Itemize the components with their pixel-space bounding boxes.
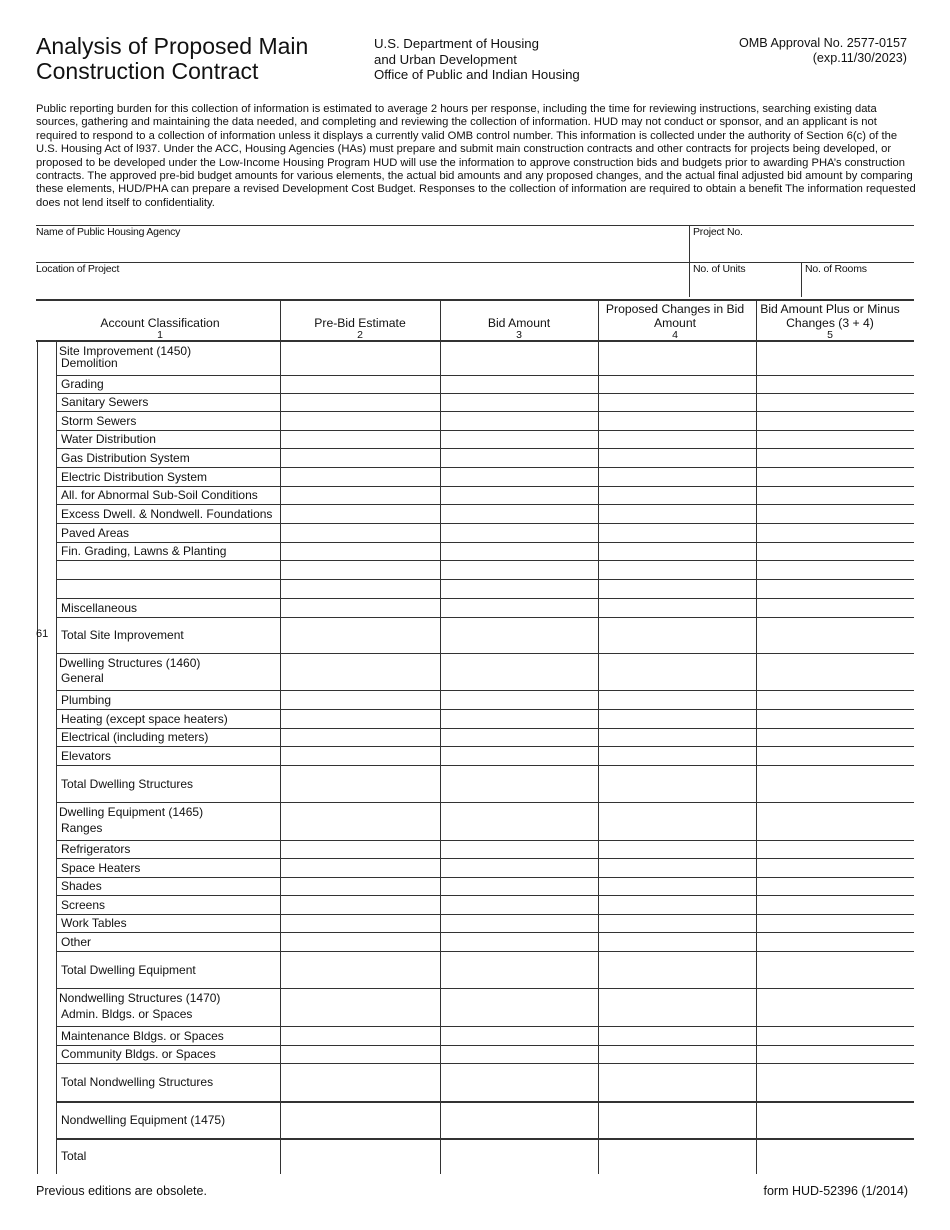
amount-cell[interactable] <box>281 505 439 522</box>
row-label: Fin. Grading, Lawns & Planting <box>61 544 227 558</box>
amount-cell[interactable] <box>441 543 597 559</box>
amount-cell[interactable] <box>599 878 755 894</box>
amount-cell[interactable] <box>441 561 597 578</box>
row-label: Total Nondwelling Structures <box>61 1075 214 1089</box>
amount-cell[interactable] <box>757 412 913 429</box>
amount-cell[interactable] <box>757 896 913 913</box>
amount-cell[interactable] <box>757 376 913 392</box>
column-header-prebid <box>280 300 440 340</box>
amount-cell[interactable] <box>757 654 913 689</box>
amount-cell[interactable] <box>441 599 597 616</box>
amount-cell[interactable] <box>757 1027 913 1044</box>
amount-cell[interactable] <box>757 915 913 931</box>
amount-cell[interactable] <box>281 412 439 429</box>
location-label: Location of Project <box>36 263 120 275</box>
row-label: Miscellaneous <box>61 601 138 615</box>
section-heading: Site Improvement (1450) <box>59 344 192 358</box>
amount-cell[interactable] <box>599 989 755 1025</box>
row-label: Demolition <box>61 356 118 370</box>
agency-line1: U.S. Department of Housing <box>374 36 539 51</box>
amount-cell[interactable] <box>599 543 755 559</box>
side-page-number: 61 <box>36 628 49 640</box>
footer-form-number: form HUD-52396 (1/2014) <box>763 1184 908 1198</box>
amount-cell[interactable] <box>281 1064 439 1100</box>
amount-cell[interactable] <box>281 1027 439 1044</box>
row-label: Heating (except space heaters) <box>61 712 228 726</box>
amount-cell[interactable] <box>281 449 439 466</box>
amount-cell[interactable] <box>599 896 755 913</box>
form-title-line1: Analysis of Proposed Main <box>36 33 309 59</box>
row-label: Grading <box>61 377 104 391</box>
amount-cell[interactable] <box>281 766 439 801</box>
row-label: Community Bldgs. or Spaces <box>61 1047 216 1061</box>
amount-cell[interactable] <box>599 915 755 931</box>
omb-expiration: (exp.11/30/2023) <box>812 50 907 65</box>
amount-cell[interactable] <box>281 618 439 652</box>
amount-cell[interactable] <box>599 449 755 466</box>
amount-cell[interactable] <box>757 729 913 745</box>
amount-cell[interactable] <box>599 524 755 541</box>
amount-cell[interactable] <box>441 412 597 429</box>
rooms-field[interactable] <box>805 277 909 295</box>
amount-cell[interactable] <box>441 896 597 913</box>
units-label: No. of Units <box>693 263 746 275</box>
row-label: Total Dwelling Structures <box>61 777 194 791</box>
form-title <box>36 34 366 84</box>
column-header-total <box>760 300 900 340</box>
amount-cell[interactable] <box>757 878 913 894</box>
amount-cell[interactable] <box>599 710 755 727</box>
amount-cell[interactable] <box>757 505 913 522</box>
amount-cell[interactable] <box>757 618 913 652</box>
amount-cell[interactable] <box>757 933 913 950</box>
amount-cell[interactable] <box>281 691 439 708</box>
section-heading: Nondwelling Structures (1470) <box>59 991 221 1005</box>
row-label: Screens <box>61 898 106 912</box>
info-mid-rule <box>36 262 914 263</box>
amount-cell[interactable] <box>599 933 755 950</box>
amount-cell[interactable] <box>757 580 913 597</box>
column-header-total-label: Bid Amount Plus or Minus Changes (3 + 4) <box>760 302 900 330</box>
amount-cell[interactable] <box>757 710 913 727</box>
amount-cell[interactable] <box>599 841 755 857</box>
amount-cell[interactable] <box>599 412 755 429</box>
row-label: Excess Dwell. & Nondwell. Foundations <box>61 507 273 521</box>
amount-cell[interactable] <box>757 841 913 857</box>
row-label: Refrigerators <box>61 842 131 856</box>
column-header-account-num: 1 <box>157 329 163 341</box>
amount-cell[interactable] <box>281 933 439 950</box>
row-label: Plumbing <box>61 693 112 707</box>
row-label: All. for Abnormal Sub-Soil Conditions <box>61 488 258 502</box>
row-label: Total Site Improvement <box>61 628 184 642</box>
amount-cell[interactable] <box>599 766 755 801</box>
amount-cell[interactable] <box>441 431 597 447</box>
amount-cell[interactable] <box>441 803 597 839</box>
amount-cell[interactable] <box>599 431 755 447</box>
amount-cell[interactable] <box>599 394 755 410</box>
amount-cell[interactable] <box>441 915 597 931</box>
amount-cell[interactable] <box>757 952 913 987</box>
amount-cell[interactable] <box>599 1102 755 1137</box>
amount-cell[interactable] <box>757 543 913 559</box>
amount-cell[interactable] <box>757 599 913 616</box>
table-left-rule <box>37 341 38 1174</box>
amount-cell[interactable] <box>757 1102 913 1137</box>
amount-cell[interactable] <box>757 1064 913 1100</box>
amount-cell[interactable] <box>599 376 755 392</box>
amount-cell[interactable] <box>441 989 597 1025</box>
amount-cell[interactable] <box>599 654 755 689</box>
amount-cell[interactable] <box>281 803 439 839</box>
amount-cell[interactable] <box>281 543 439 559</box>
amount-cell[interactable] <box>281 841 439 857</box>
row-label: Maintenance Bldgs. or Spaces <box>61 1029 224 1043</box>
amount-cell[interactable] <box>281 859 439 876</box>
amount-cell[interactable] <box>599 803 755 839</box>
amount-cell[interactable] <box>441 952 597 987</box>
column-header-changes-num: 4 <box>672 329 678 341</box>
amount-cell[interactable] <box>281 580 439 597</box>
amount-cell[interactable] <box>599 859 755 876</box>
amount-cell[interactable] <box>281 431 439 447</box>
row-label: Other <box>61 935 92 949</box>
amount-cell[interactable] <box>599 618 755 652</box>
column-header-bid-label: Bid Amount <box>487 316 551 330</box>
column-header-prebid-num: 2 <box>357 329 363 341</box>
info-divider-2 <box>801 262 802 297</box>
amount-cell[interactable] <box>281 561 439 578</box>
location-field[interactable] <box>40 277 680 295</box>
row-label: Space Heaters <box>61 861 141 875</box>
column-rule <box>56 341 57 1174</box>
amount-cell[interactable] <box>757 989 913 1025</box>
amount-cell[interactable] <box>757 342 913 374</box>
header-column-rule <box>598 300 599 340</box>
amount-cell[interactable] <box>599 342 755 374</box>
column-header-changes <box>605 300 745 340</box>
amount-cell[interactable] <box>281 896 439 913</box>
amount-cell[interactable] <box>441 449 597 466</box>
amount-cell[interactable] <box>281 710 439 727</box>
amount-cell[interactable] <box>441 580 597 597</box>
row-label: Electric Distribution System <box>61 470 208 484</box>
amount-cell[interactable] <box>599 580 755 597</box>
amount-cell[interactable] <box>441 394 597 410</box>
amount-cell[interactable] <box>599 952 755 987</box>
amount-cell[interactable] <box>441 729 597 745</box>
row-label: Water Distribution <box>61 432 156 446</box>
amount-cell[interactable] <box>281 524 439 541</box>
column-header-bid <box>440 300 598 340</box>
agency-line2: and Urban Development <box>374 51 517 67</box>
amount-cell[interactable] <box>281 952 439 987</box>
amount-cell[interactable] <box>757 524 913 541</box>
amount-cell[interactable] <box>441 342 597 374</box>
amount-cell[interactable] <box>441 747 597 764</box>
amount-cell[interactable] <box>441 1027 597 1044</box>
amount-cell[interactable] <box>441 1064 597 1100</box>
amount-cell[interactable] <box>599 561 755 578</box>
section-heading: Dwelling Equipment (1465) <box>59 805 204 819</box>
amount-cell[interactable] <box>441 691 597 708</box>
amount-cell[interactable] <box>441 933 597 950</box>
header-column-rule <box>280 300 281 340</box>
row-label: Total <box>61 1149 87 1163</box>
amount-cell[interactable] <box>757 1046 913 1062</box>
amount-cell[interactable] <box>441 766 597 801</box>
row-label: Admin. Bldgs. or Spaces <box>61 1007 193 1021</box>
amount-cell[interactable] <box>441 618 597 652</box>
agency-name-label: Name of Public Housing Agency <box>36 226 181 238</box>
row-label: Paved Areas <box>61 526 130 540</box>
amount-cell[interactable] <box>441 1046 597 1062</box>
amount-cell[interactable] <box>281 915 439 931</box>
amount-cell[interactable] <box>281 654 439 689</box>
amount-cell[interactable] <box>757 468 913 485</box>
row-label: Nondwelling Equipment (1475) <box>61 1113 226 1127</box>
column-header-total-num: 5 <box>827 329 833 341</box>
amount-cell[interactable] <box>441 710 597 727</box>
amount-cell[interactable] <box>757 766 913 801</box>
amount-cell[interactable] <box>281 487 439 503</box>
amount-cell[interactable] <box>281 1046 439 1062</box>
agency-name-field[interactable] <box>40 240 680 258</box>
amount-cell[interactable] <box>441 505 597 522</box>
amount-cell[interactable] <box>599 599 755 616</box>
amount-cell[interactable] <box>281 342 439 374</box>
amount-cell[interactable] <box>281 1139 439 1173</box>
project-no-field[interactable] <box>693 240 908 258</box>
amount-cell[interactable] <box>281 376 439 392</box>
amount-cell[interactable] <box>281 729 439 745</box>
amount-cell[interactable] <box>757 431 913 447</box>
omb-block <box>739 36 907 65</box>
amount-cell[interactable] <box>281 468 439 485</box>
amount-cell[interactable] <box>757 859 913 876</box>
column-header-account-label: Account Classification <box>100 316 220 330</box>
amount-cell[interactable] <box>599 691 755 708</box>
footer-obsolete-note: Previous editions are obsolete. <box>36 1184 207 1198</box>
amount-cell[interactable] <box>441 1102 597 1137</box>
row-label: Work Tables <box>61 916 127 930</box>
amount-cell[interactable] <box>599 487 755 503</box>
column-header-prebid-label: Pre-Bid Estimate <box>314 316 406 330</box>
row-label: Sanitary Sewers <box>61 395 149 409</box>
amount-cell[interactable] <box>281 989 439 1025</box>
amount-cell[interactable] <box>757 803 913 839</box>
amount-cell[interactable] <box>441 487 597 503</box>
amount-cell[interactable] <box>757 449 913 466</box>
amount-cell[interactable] <box>281 747 439 764</box>
column-header-account <box>40 300 280 340</box>
amount-cell[interactable] <box>599 1027 755 1044</box>
agency-line3: Office of Public and Indian Housing <box>374 67 580 82</box>
row-label: Elevators <box>61 749 112 763</box>
amount-cell[interactable] <box>441 878 597 894</box>
amount-cell[interactable] <box>441 524 597 541</box>
amount-cell[interactable] <box>441 841 597 857</box>
column-header-changes-label: Proposed Changes in Bid Amount <box>605 302 745 330</box>
units-field[interactable] <box>693 277 797 295</box>
row-label: Electrical (including meters) <box>61 730 209 744</box>
amount-cell[interactable] <box>281 1102 439 1137</box>
amount-cell[interactable] <box>757 394 913 410</box>
amount-cell[interactable] <box>757 747 913 764</box>
amount-cell[interactable] <box>599 729 755 745</box>
amount-cell[interactable] <box>441 468 597 485</box>
agency-block <box>374 36 580 83</box>
amount-cell[interactable] <box>281 394 439 410</box>
amount-cell[interactable] <box>599 747 755 764</box>
amount-cell[interactable] <box>599 1046 755 1062</box>
row-label: Total Dwelling Equipment <box>61 963 196 977</box>
row-label: Shades <box>61 879 102 893</box>
amount-cell[interactable] <box>441 1139 597 1173</box>
info-divider <box>689 225 690 297</box>
omb-number: OMB Approval No. 2577-0157 <box>738 36 907 50</box>
burden-statement: Public reporting burden for this collection of information is estimated to average 2 hours per response, including the time for reviewing instructions, searching existing data sources, gathering and maintaining the data needed, and completing and reviewing the collection of information. HUD may not conduct or sponsor, and an applicant is not required to respond to a collection of information unless it displays a currently valid OMB control number. This information is collected under the authority of Section 6(c) of the U.S. Housing Act of l937. Under the ACC, Housing Agencies (HAs) must prepare and submit main construction contracts and other contracts for projects being developed, or proposed to be developed under the Low-Income Housing Program HUD will use the information to approve construction bids and budgets prior to awarding PHA’s construction contracts. The approved pre-bid budget amounts for various elements, the actual bid amounts and any proposed changes, and the actual final adjusted bid amount by comparing these elements, HUD/PHA can prepare a revised Development Cost Budget. Responses to the collection of information are required to obtain a benefit The information requested does not lend itself to confidentiality. <box>36 103 916 209</box>
amount-cell[interactable] <box>441 859 597 876</box>
row-label: Ranges <box>61 821 103 835</box>
amount-cell[interactable] <box>441 654 597 689</box>
amount-cell[interactable] <box>281 878 439 894</box>
amount-cell[interactable] <box>757 691 913 708</box>
amount-cell[interactable] <box>599 468 755 485</box>
amount-cell[interactable] <box>599 1064 755 1100</box>
amount-cell[interactable] <box>441 376 597 392</box>
amount-cell[interactable] <box>281 599 439 616</box>
row-label: General <box>61 671 104 685</box>
header-column-rule <box>440 300 441 340</box>
rooms-label: No. of Rooms <box>805 263 867 275</box>
section-heading: Dwelling Structures (1460) <box>59 656 201 670</box>
amount-cell[interactable] <box>757 487 913 503</box>
amount-cell[interactable] <box>599 1139 755 1173</box>
project-no-label: Project No. <box>693 226 743 238</box>
amount-cell[interactable] <box>599 505 755 522</box>
amount-cell[interactable] <box>757 1139 913 1173</box>
row-label: Storm Sewers <box>61 414 137 428</box>
column-header-bid-num: 3 <box>516 329 522 341</box>
row-label: Gas Distribution System <box>61 451 190 465</box>
amount-cell[interactable] <box>757 561 913 578</box>
form-title-line2: Construction Contract <box>36 58 259 84</box>
header-column-rule <box>756 300 757 340</box>
